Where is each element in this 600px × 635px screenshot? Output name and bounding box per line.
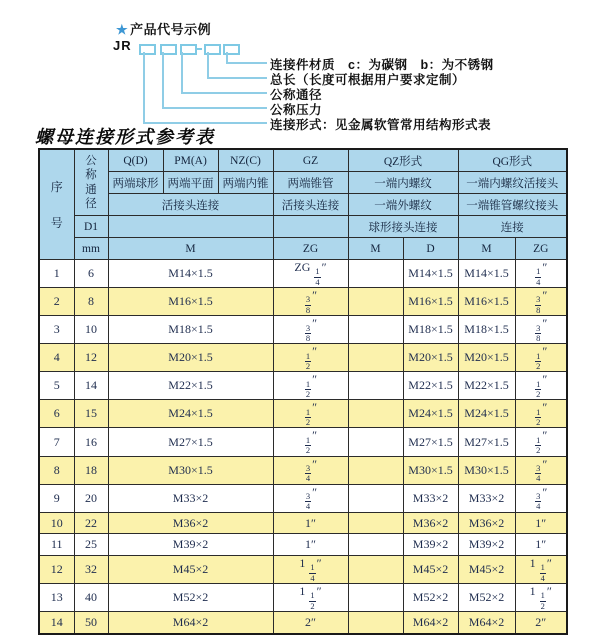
cell-m: M33×2: [108, 484, 273, 512]
cell-qz-m: [348, 484, 403, 512]
header-nz-desc: 两端内锥: [218, 172, 273, 194]
header-qg-desc2: 一端锥管螺纹接头: [458, 194, 567, 216]
cell-seq: 8: [39, 456, 74, 484]
cell-mm: 22: [74, 512, 108, 534]
cell-gz: 1″: [273, 534, 348, 556]
cell-qz-m: [348, 260, 403, 288]
table-row: [39, 555, 567, 583]
cell-seq: 4: [39, 344, 74, 372]
cell-seq: 1: [39, 260, 74, 288]
nut-connection-reference-table: [38, 148, 568, 635]
cell-qz-m: [348, 428, 403, 456]
table-row: [39, 583, 567, 611]
header-qz-desc2: 一端外螺纹: [348, 194, 458, 216]
header-qz-desc1: 一端内螺纹: [348, 172, 458, 194]
header-m: M: [108, 238, 273, 260]
table-row: [39, 534, 567, 556]
cell-qz-d: M20×1.5: [403, 344, 458, 372]
cell-gz: 2″: [273, 612, 348, 634]
cell-qg-m: M39×2: [458, 534, 515, 556]
cell-qz-m: [348, 534, 403, 556]
cell-mm: 6: [74, 260, 108, 288]
cell-qz-d: M24×1.5: [403, 400, 458, 428]
cell-qg-zg: 2″: [515, 612, 567, 634]
cell-gz: 1 $\frac{1}{2}$ ″: [273, 583, 348, 611]
cell-qg-zg: $\frac{3}{4}$ ″: [515, 456, 567, 484]
cell-qg-zg: $\frac{3}{8}$ ″: [515, 288, 567, 316]
cell-qg-zg: $\frac{3}{4}$ ″: [515, 484, 567, 512]
header-empty-union: [108, 216, 273, 238]
cell-mm: 50: [74, 612, 108, 634]
diagram-label-pressure: 公称压力: [270, 103, 323, 117]
table-title: 螺母连接形式参考表: [35, 127, 215, 147]
cell-qz-d: M27×1.5: [403, 428, 458, 456]
header-col-q: Q(D): [108, 149, 163, 172]
cell-m: M20×1.5: [108, 344, 273, 372]
cell-gz: $\frac{3}{4}$ ″: [273, 456, 348, 484]
cell-m: M14×1.5: [108, 260, 273, 288]
cell-qz-m: [348, 400, 403, 428]
cell-qg-zg: 1″: [515, 512, 567, 534]
cell-gz: $\frac{3}{8}$ ″: [273, 288, 348, 316]
table-row: [39, 288, 567, 316]
cell-qg-m: M27×1.5: [458, 428, 515, 456]
cell-mm: 14: [74, 372, 108, 400]
header-qz-connection: 球形接头连接: [348, 216, 458, 238]
cell-gz: $\frac{1}{2}$ ″: [273, 428, 348, 456]
cell-qg-m: M52×2: [458, 583, 515, 611]
cell-qz-m: [348, 344, 403, 372]
cell-mm: 10: [74, 316, 108, 344]
cell-qz-m: [348, 583, 403, 611]
star-icon: ★: [116, 22, 129, 37]
cell-m: M39×2: [108, 534, 273, 556]
cell-seq: 7: [39, 428, 74, 456]
product-code-example-text: 产品代号示例: [130, 22, 212, 37]
cell-qz-d: M52×2: [403, 583, 458, 611]
header-qg-m: M: [458, 238, 515, 260]
cell-m: M64×2: [108, 612, 273, 634]
header-gz-desc: 两端锥管: [273, 172, 348, 194]
cell-gz: $\frac{1}{2}$ ″: [273, 372, 348, 400]
cell-m: M45×2: [108, 555, 273, 583]
cell-mm: 15: [74, 400, 108, 428]
code-prefix: JR: [113, 38, 132, 53]
table-row: [39, 400, 567, 428]
cell-qg-zg: $\frac{1}{2}$ ″: [515, 400, 567, 428]
cell-qg-zg: $\frac{3}{8}$ ″: [515, 316, 567, 344]
cell-qg-m: M16×1.5: [458, 288, 515, 316]
cell-qz-m: [348, 555, 403, 583]
header-qg-connection: 连接: [458, 216, 567, 238]
cell-seq: 13: [39, 583, 74, 611]
cell-seq: 6: [39, 400, 74, 428]
table-row: [39, 344, 567, 372]
connector-line-5: [226, 52, 267, 64]
cell-qz-d: M30×1.5: [403, 456, 458, 484]
header-col-qz: QZ形式: [348, 149, 458, 172]
cell-seq: 5: [39, 372, 74, 400]
table-row: [39, 260, 567, 288]
cell-gz: ZG $\frac{1}{4}$ ″: [273, 260, 348, 288]
cell-mm: 8: [74, 288, 108, 316]
cell-qz-d: M45×2: [403, 555, 458, 583]
diagram-label-connection-type: 连接形式：见金属软管常用结构形式表: [270, 118, 492, 132]
table-row: [39, 484, 567, 512]
cell-gz: 1 $\frac{1}{4}$ ″: [273, 555, 348, 583]
cell-qz-m: [348, 512, 403, 534]
cell-qz-d: M36×2: [403, 512, 458, 534]
cell-qz-m: [348, 316, 403, 344]
header-d1: D1: [74, 216, 108, 238]
header-pm-desc: 两端平面: [163, 172, 218, 194]
cell-m: M30×1.5: [108, 456, 273, 484]
diagram-label-material: 连接件材质 c：为碳钢 b：为不锈钢: [270, 58, 494, 72]
cell-qg-m: M64×2: [458, 612, 515, 634]
header-qz-d: D: [403, 238, 458, 260]
header-mm: mm: [74, 238, 108, 260]
header-col-nz: NZ(C): [218, 149, 273, 172]
cell-qg-m: M30×1.5: [458, 456, 515, 484]
cell-qg-m: M24×1.5: [458, 400, 515, 428]
table-row: [39, 372, 567, 400]
cell-m: M22×1.5: [108, 372, 273, 400]
diagram-label-length: 总长（长度可根据用户要求定制）: [270, 73, 466, 87]
header-qg-desc1: 一端内螺纹活接头: [458, 172, 567, 194]
cell-gz: $\frac{3}{4}$ ″: [273, 484, 348, 512]
cell-qg-m: M14×1.5: [458, 260, 515, 288]
cell-qg-zg: 1 $\frac{1}{2}$ ″: [515, 583, 567, 611]
cell-gz: 1″: [273, 512, 348, 534]
cell-qz-m: [348, 372, 403, 400]
table-body: [39, 260, 567, 634]
header-row-3: [39, 194, 567, 216]
cell-gz: $\frac{1}{2}$ ″: [273, 344, 348, 372]
cell-qg-m: M36×2: [458, 512, 515, 534]
header-row-4: [39, 216, 567, 238]
table-row: [39, 428, 567, 456]
table-row: [39, 316, 567, 344]
cell-qg-zg: 1″: [515, 534, 567, 556]
header-union-connection: 活接头连接: [108, 194, 273, 216]
cell-qz-d: M39×2: [403, 534, 458, 556]
cell-m: M27×1.5: [108, 428, 273, 456]
cell-qz-d: M22×1.5: [403, 372, 458, 400]
cell-qg-m: M33×2: [458, 484, 515, 512]
table-row: [39, 456, 567, 484]
cell-mm: 12: [74, 344, 108, 372]
cell-mm: 16: [74, 428, 108, 456]
cell-gz: $\frac{1}{2}$ ″: [273, 400, 348, 428]
header-col-pm: PM(A): [163, 149, 218, 172]
cell-qg-zg: $\frac{1}{4}$ ″: [515, 260, 567, 288]
cell-qz-d: M18×1.5: [403, 316, 458, 344]
cell-m: M24×1.5: [108, 400, 273, 428]
header-row-5: [39, 238, 567, 260]
cell-mm: 25: [74, 534, 108, 556]
cell-qg-m: M18×1.5: [458, 316, 515, 344]
header-row-1: [39, 149, 567, 172]
product-code-example-title: [116, 19, 211, 38]
cell-qg-zg: $\frac{1}{2}$ ″: [515, 372, 567, 400]
cell-mm: 20: [74, 484, 108, 512]
header-qg-zg: ZG: [515, 238, 567, 260]
diagram-label-diameter: 公称通径: [270, 88, 323, 102]
cell-qz-d: M64×2: [403, 612, 458, 634]
cell-qz-d: M33×2: [403, 484, 458, 512]
cell-seq: 14: [39, 612, 74, 634]
cell-qz-m: [348, 456, 403, 484]
cell-qg-m: M20×1.5: [458, 344, 515, 372]
table-row: [39, 612, 567, 634]
header-zg: ZG: [273, 238, 348, 260]
header-seq: 序号: [39, 149, 74, 260]
cell-seq: 10: [39, 512, 74, 534]
cell-seq: 12: [39, 555, 74, 583]
code-dash: [196, 48, 202, 50]
cell-qz-d: M14×1.5: [403, 260, 458, 288]
cell-seq: 11: [39, 534, 74, 556]
table-row: [39, 512, 567, 534]
cell-seq: 3: [39, 316, 74, 344]
cell-qg-zg: 1 $\frac{1}{4}$ ″: [515, 555, 567, 583]
cell-qz-m: [348, 288, 403, 316]
header-q-desc: 两端球形: [108, 172, 163, 194]
header-empty-gz: [273, 216, 348, 238]
cell-m: M16×1.5: [108, 288, 273, 316]
header-row-2: [39, 172, 567, 194]
header-gz-connection: 活接头连接: [273, 194, 348, 216]
header-qz-m: M: [348, 238, 403, 260]
cell-qg-m: M22×1.5: [458, 372, 515, 400]
header-col-gz: GZ: [273, 149, 348, 172]
cell-qg-zg: $\frac{1}{2}$ ″: [515, 344, 567, 372]
cell-m: M18×1.5: [108, 316, 273, 344]
cell-qz-m: [348, 612, 403, 634]
cell-seq: 2: [39, 288, 74, 316]
cell-m: M52×2: [108, 583, 273, 611]
cell-seq: 9: [39, 484, 74, 512]
cell-qg-zg: $\frac{1}{2}$ ″: [515, 428, 567, 456]
cell-gz: $\frac{3}{8}$ ″: [273, 316, 348, 344]
cell-mm: 40: [74, 583, 108, 611]
cell-m: M36×2: [108, 512, 273, 534]
cell-qg-m: M45×2: [458, 555, 515, 583]
header-col-qg: QG形式: [458, 149, 567, 172]
header-nominal-diameter: 公称通径: [74, 149, 108, 216]
cell-qz-d: M16×1.5: [403, 288, 458, 316]
cell-mm: 32: [74, 555, 108, 583]
cell-mm: 18: [74, 456, 108, 484]
